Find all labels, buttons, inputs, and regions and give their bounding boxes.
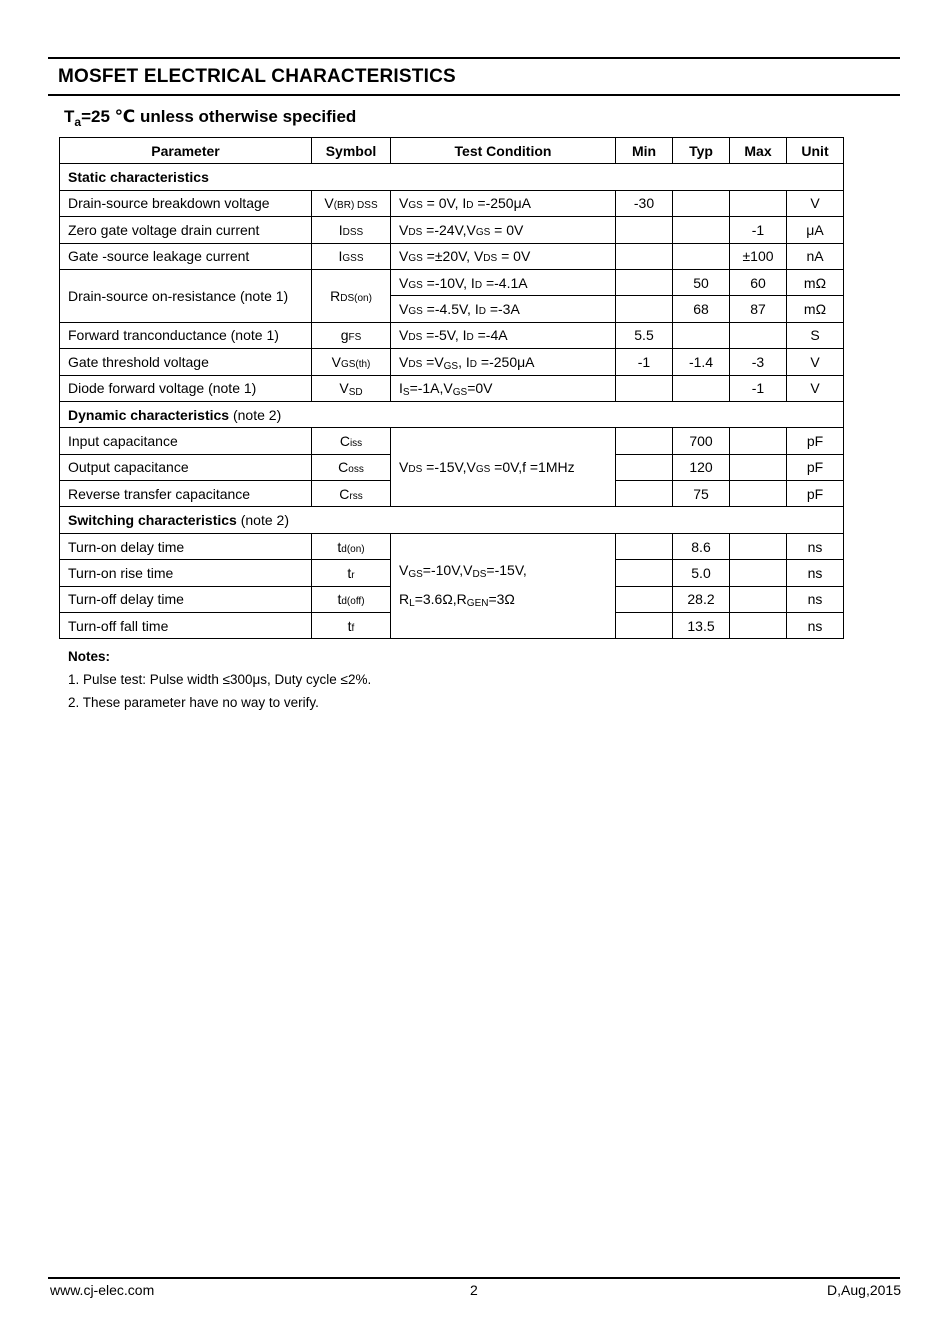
symbol-subscript: GS(th) (340, 358, 371, 370)
header-unit: Unit (787, 138, 844, 164)
symbol: t (337, 591, 342, 608)
test-condition-part: =-4.1A (482, 274, 528, 291)
max-value: ±100 (730, 243, 787, 269)
unit: ns (787, 613, 844, 639)
symbol-subscript: FS (348, 332, 362, 344)
test-condition-part: =0V (467, 380, 493, 397)
table-row (60, 375, 844, 401)
parameter-cell: Gate -source leakage current (60, 243, 312, 269)
page-title: MOSFET ELECTRICAL CHARACTERISTICS (58, 66, 456, 87)
test-condition-part: =-250μA (477, 353, 535, 370)
max-value (730, 613, 787, 639)
unit: nA (787, 243, 844, 269)
unit: pF (787, 454, 844, 480)
electrical-characteristics-table (59, 137, 844, 639)
unit: V (787, 375, 844, 401)
test-condition-part: GS (452, 387, 468, 399)
header-parameter: Parameter (60, 138, 312, 164)
min-value (616, 454, 673, 480)
max-value (730, 586, 787, 612)
symbol: C (338, 459, 349, 476)
test-condition-part: =-10V, I (422, 274, 475, 291)
symbol: R (330, 287, 341, 304)
header-typ: Typ (673, 138, 730, 164)
parameter-cell: Diode forward voltage (note 1) (60, 375, 312, 401)
symbol-subscript: (BR) DSS (333, 200, 378, 212)
symbol-subscript: oss (348, 464, 364, 476)
symbol: V (331, 353, 341, 370)
unit: mΩ (787, 296, 844, 322)
test-condition-part: V (399, 195, 409, 212)
test-condition-part: GS (408, 279, 423, 291)
test-condition-part: = 0V (490, 221, 524, 238)
test-condition-part: D (474, 279, 483, 291)
test-condition-part: =-4.5V, I (422, 301, 479, 318)
test-condition-part: =V (422, 353, 444, 370)
switching-test-condition: VGS=-10V,VDS=-15V, RL=3.6Ω,RGEN=3Ω (391, 533, 616, 639)
table-row (60, 269, 844, 295)
title-rule (48, 94, 900, 96)
min-value: -30 (616, 190, 673, 216)
min-value (616, 481, 673, 507)
test-condition-part: V (399, 248, 409, 265)
test-condition-part: DS (408, 358, 423, 370)
typ-value: 120 (673, 454, 730, 480)
parameter-cell: Output capacitance (60, 454, 312, 480)
typ-value: 68 (673, 296, 730, 322)
test-condition-part: DS (408, 226, 423, 238)
parameter-cell: Input capacitance (60, 428, 312, 454)
test-condition-part: V (399, 274, 409, 291)
table-row (60, 428, 844, 454)
symbol-subscript: DSS (342, 226, 364, 238)
max-value: -1 (730, 375, 787, 401)
table-row (60, 349, 844, 375)
header-max: Max (730, 138, 787, 164)
min-value (616, 217, 673, 243)
max-value: -1 (730, 217, 787, 243)
symbol: g (340, 327, 349, 344)
unit: ns (787, 560, 844, 586)
min-value (616, 296, 673, 322)
parameter-cell: Reverse transfer capacitance (60, 481, 312, 507)
typ-value (673, 190, 730, 216)
symbol-subscript: DS(on) (340, 292, 372, 304)
symbol: V (324, 195, 334, 212)
test-condition-part: = 0V (497, 248, 531, 265)
symbol-subscript: f (351, 622, 355, 634)
test-condition-part: =-4A (473, 327, 508, 344)
unit: ns (787, 533, 844, 559)
footer-website: www.cj-elec.com (50, 1282, 155, 1298)
test-condition-part: V (399, 327, 409, 344)
top-rule (48, 57, 900, 59)
parameter-cell: Forward tranconductance (note 1) (60, 322, 312, 348)
test-condition-part: D (466, 332, 474, 344)
parameter-cell: Turn-on delay time (60, 533, 312, 559)
section-note: (note 2) (236, 512, 289, 529)
symbol: t (337, 538, 342, 555)
unit: pF (787, 428, 844, 454)
typ-value (673, 243, 730, 269)
unit: pF (787, 481, 844, 507)
unit: ns (787, 586, 844, 612)
test-condition-part: =-1A,V (409, 380, 453, 397)
max-value: -3 (730, 349, 787, 375)
symbol-subscript: rss (349, 490, 363, 502)
typ-value (673, 375, 730, 401)
parameter-cell: Gate threshold voltage (60, 349, 312, 375)
symbol-subscript: SD (348, 387, 363, 399)
table-row (60, 243, 844, 269)
unit: S (787, 322, 844, 348)
test-condition-part: D (478, 306, 486, 318)
min-value (616, 428, 673, 454)
test-condition-part: GS (408, 253, 423, 265)
test-condition-part: GS (408, 306, 423, 318)
dynamic-test-condition: VDS =-15V,VGS =0V,f =1MHz (391, 428, 616, 507)
typ-value: 13.5 (673, 613, 730, 639)
footer-revision: D,Aug,2015 (827, 1282, 901, 1298)
notes-title: Notes: (68, 649, 111, 664)
test-condition-part: =-250μA (473, 195, 531, 212)
symbol-subscript: d(on) (341, 543, 365, 555)
footer-page-number: 2 (470, 1282, 478, 1298)
test-condition-part: =±20V, V (422, 248, 484, 265)
symbol-subscript: GSS (342, 253, 364, 265)
footer-rule (48, 1277, 900, 1279)
table-row (60, 322, 844, 348)
min-value (616, 613, 673, 639)
symbol: t (347, 617, 352, 634)
min-value: 5.5 (616, 322, 673, 348)
min-value (616, 243, 673, 269)
notes (68, 649, 371, 718)
unit: V (787, 349, 844, 375)
section-switching (60, 507, 844, 533)
note-2: 2. These parameter have no way to verify. (68, 695, 319, 710)
table-row (60, 190, 844, 216)
test-condition-part: I (399, 380, 403, 397)
test-condition-part: DS (408, 332, 423, 344)
test-condition-part: S (402, 387, 410, 399)
symbol: C (339, 432, 350, 449)
test-condition-part: GS (408, 200, 423, 212)
min-value (616, 375, 673, 401)
max-value: 87 (730, 296, 787, 322)
test-condition-part: = 0V, I (422, 195, 467, 212)
min-value: -1 (616, 349, 673, 375)
header-symbol: Symbol (312, 138, 391, 164)
min-value (616, 269, 673, 295)
symbol: t (347, 564, 352, 581)
test-condition-part: V (399, 353, 409, 370)
typ-value: 75 (673, 481, 730, 507)
test-condition-part: =-5V, I (422, 327, 467, 344)
symbol: I (338, 248, 343, 265)
test-condition-part: D (469, 358, 478, 370)
typ-value: 8.6 (673, 533, 730, 559)
test-condition-part: =-24V,V (422, 221, 476, 238)
symbol-subscript: iss (349, 437, 363, 449)
parameter-cell: Turn-on rise time (60, 560, 312, 586)
header-test-condition: Test Condition (391, 138, 616, 164)
table-row (60, 533, 844, 559)
parameter-cell: Turn-off fall time (60, 613, 312, 639)
typ-value (673, 322, 730, 348)
header-min: Min (616, 138, 673, 164)
max-value (730, 454, 787, 480)
parameter-cell: Drain-source breakdown voltage (60, 190, 312, 216)
parameter-cell: Turn-off delay time (60, 586, 312, 612)
table-header-row (60, 138, 844, 164)
section-static (60, 164, 844, 190)
typ-value: 28.2 (673, 586, 730, 612)
section-dynamic (60, 401, 844, 427)
test-condition-part: DS (483, 253, 498, 265)
section-title: Dynamic characteristics (68, 406, 230, 423)
unit: μA (787, 217, 844, 243)
section-title: Static characteristics (68, 169, 209, 186)
test-condition-part: D (466, 200, 474, 212)
symbol-subscript: d(off) (341, 596, 365, 608)
max-value (730, 481, 787, 507)
max-value (730, 322, 787, 348)
typ-value: 50 (673, 269, 730, 295)
max-value: 60 (730, 269, 787, 295)
test-condition-part: =-3A (485, 301, 520, 318)
note-1: 1. Pulse test: Pulse width ≤300μs, Duty cycle ≤2%. (68, 672, 372, 687)
parameter-cell: Zero gate voltage drain current (60, 217, 312, 243)
typ-value (673, 217, 730, 243)
typ-value: 5.0 (673, 560, 730, 586)
unit: mΩ (787, 269, 844, 295)
max-value (730, 533, 787, 559)
typ-value: 700 (673, 428, 730, 454)
typ-value: -1.4 (673, 349, 730, 375)
max-value (730, 190, 787, 216)
test-condition-part: GS (475, 226, 491, 238)
test-condition-part: V (399, 221, 409, 238)
min-value (616, 560, 673, 586)
test-condition-part: V (399, 301, 409, 318)
min-value (616, 586, 673, 612)
test-condition-part: GS (443, 360, 459, 372)
table-row (60, 217, 844, 243)
min-value (616, 533, 673, 559)
symbol: C (339, 485, 350, 502)
parameter-cell: Drain-source on-resistance (note 1) (60, 269, 312, 322)
max-value (730, 428, 787, 454)
max-value (730, 560, 787, 586)
section-title: Switching characteristics (68, 512, 237, 529)
test-condition-part: , I (458, 353, 470, 370)
section-note: (note 2) (229, 406, 282, 423)
unit: V (787, 190, 844, 216)
symbol: I (338, 221, 343, 238)
test-condition-heading: $T_a=25$ ℃ unless otherwise specified (64, 107, 357, 129)
symbol: V (339, 380, 349, 397)
symbol-subscript: r (351, 569, 355, 581)
